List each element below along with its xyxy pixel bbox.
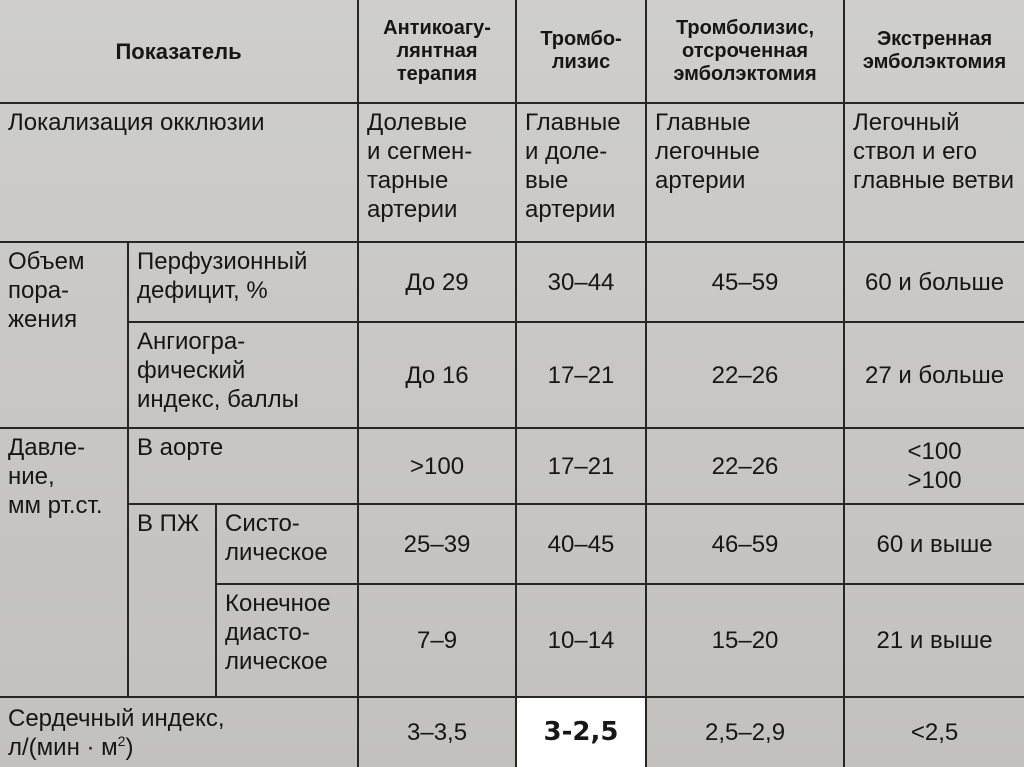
aorta-value-1: >100 [358, 428, 516, 504]
volume-label: Объем пора- жения [0, 242, 128, 428]
cardiac-index-label-tail: ) [125, 733, 134, 761]
aorta-value-2: 17–21 [516, 428, 646, 504]
cardiac-index-value-3: 2,5–2,9 [646, 697, 844, 767]
row-localization [0, 103, 1024, 242]
header-row [0, 0, 1024, 103]
localization-value-3: Главные легочные артерии [646, 103, 844, 242]
cardiac-index-value-2-highlight: 3-2,5 [516, 697, 646, 767]
header-indicator: Показатель [0, 0, 358, 103]
diastolic-value-4: 21 и выше [844, 584, 1024, 697]
perfusion-value-2: 30–44 [516, 242, 646, 322]
aorta-value-3: 22–26 [646, 428, 844, 504]
angio-value-3: 22–26 [646, 322, 844, 428]
cardiac-index-label-text: Сердечный индекс, л/(мин · м [8, 704, 225, 761]
systolic-value-1: 25–39 [358, 504, 516, 584]
angio-value-4: 27 и больше [844, 322, 1024, 428]
cardiac-index-label-superscript: 2 [117, 732, 126, 749]
systolic-value-2: 40–45 [516, 504, 646, 584]
systolic-value-3: 46–59 [646, 504, 844, 584]
row-systolic [0, 504, 1024, 584]
row-perfusion [0, 242, 1024, 322]
systolic-value-4: 60 и выше [844, 504, 1024, 584]
row-cardiac-index [0, 697, 1024, 767]
localization-label: Локализация окклюзии [0, 103, 358, 242]
rv-label: В ПЖ [128, 504, 216, 697]
perfusion-value-4: 60 и больше [844, 242, 1024, 322]
localization-value-1: Долевые и сегмен- тарные артерии [358, 103, 516, 242]
systolic-label: Систо- лическое [216, 504, 358, 584]
perfusion-label: Перфузионный дефицит, % [128, 242, 358, 322]
perfusion-value-3: 45–59 [646, 242, 844, 322]
row-aorta [0, 428, 1024, 504]
angio-value-1: До 16 [358, 322, 516, 428]
aorta-label: В аорте [128, 428, 358, 504]
localization-value-2: Главные и доле- вые артерии [516, 103, 646, 242]
localization-value-4: Легочный ствол и его главные ветви [844, 103, 1024, 242]
diastolic-label: Конечное диасто- лическое [216, 584, 358, 697]
pressure-label: Давле- ние, мм рт.ст. [0, 428, 128, 697]
aorta-value-4: <100 >100 [844, 428, 1024, 504]
diastolic-value-2: 10–14 [516, 584, 646, 697]
header-anticoagulant: Антикоагу- лянтная терапия [358, 0, 516, 103]
angio-value-2: 17–21 [516, 322, 646, 428]
cardiac-index-value-4: <2,5 [844, 697, 1024, 767]
cardiac-index-value-1: 3–3,5 [358, 697, 516, 767]
diastolic-value-3: 15–20 [646, 584, 844, 697]
header-thrombolysis: Тромбо- лизис [516, 0, 646, 103]
header-delayed-embolectomy: Тромболизис, отсроченная эмболэктомия [646, 0, 844, 103]
header-emergency-embolectomy: Экстренная эмболэктомия [844, 0, 1024, 103]
row-angio [0, 322, 1024, 428]
diastolic-value-1: 7–9 [358, 584, 516, 697]
perfusion-value-1: До 29 [358, 242, 516, 322]
angio-label: Ангиогра- фический индекс, баллы [128, 322, 358, 428]
cardiac-index-label [0, 697, 358, 767]
